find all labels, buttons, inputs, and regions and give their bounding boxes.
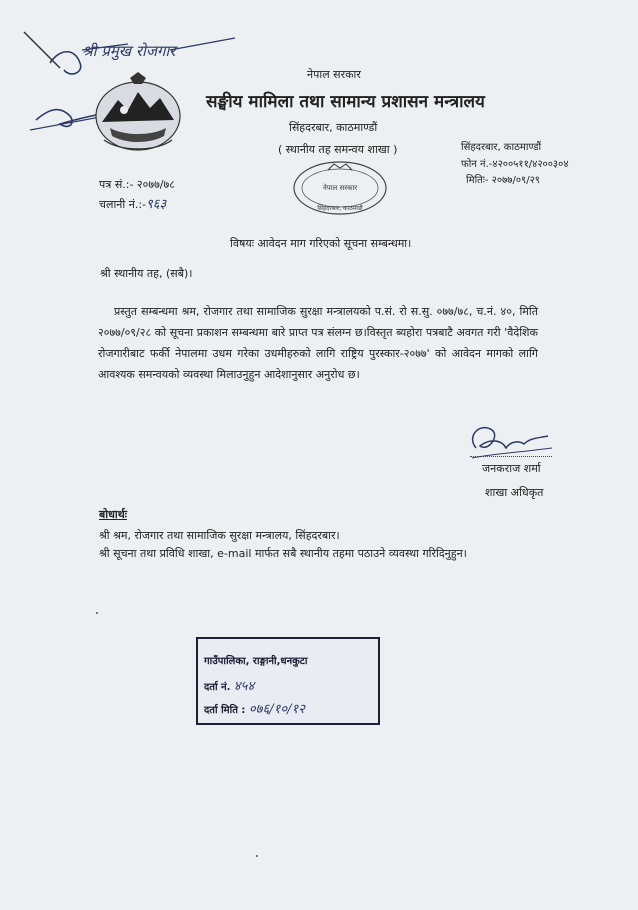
ministry-address: सिंहदरबार, काठमाण्डौं [289, 121, 378, 134]
round-stamp-line2: सिंहदरबार, काठमाडौं [317, 205, 363, 212]
branch-name: ( स्थानीय तह समन्वय शाखा ) [278, 143, 398, 156]
receipt-number-row [204, 676, 254, 694]
reference-number: पत्र सं.:- २०७७/७८ [99, 178, 175, 191]
letter-subject: विषयः आवेदन माग गरिएको सूचना सम्बन्धमा। [230, 237, 412, 250]
letter-body: प्रस्तुत सम्बन्धमा श्रम, रोजगार तथा सामाजिक सुरक्षा मन्त्रालयको प.सं. रो स.सु. ०७७/७८, च.नं. ४०, मिति २०७७/०९/२८ को सूचना प्रकाशन सम्बन्धमा बारे प्राप्त पत्र संलग्न छ।विस्तृत ब्यहोरा पत्रबाटै अवगत गरी 'वैदेशिक रोजगारीबाट फर्की नेपालमा उधम गरेका उधमीहरुको लागि राष्ट्रिय पुरस्कार-२०७७' को आवेदन मागको लागि आवश्यक समन्वयको व्यवस्था मिलाउनुहुन आदेशानुसार अनुरोध छ। [98, 305, 538, 381]
header-right-address: सिंहदरबार, काठमाण्डौं [461, 142, 542, 153]
letter-recipient: श्री स्थानीय तह, (सबै)। [100, 267, 193, 280]
dispatch-number-label: चलानी नं.:- [99, 198, 147, 211]
receipt-stamp-title: गाउँपालिका, राङ्गानी,धनकुटा [204, 656, 308, 667]
header-right-phone: फोन नं.-४२००५११/४२००३०४ [461, 159, 569, 170]
paper-speck [96, 612, 98, 614]
signature-mark [462, 418, 562, 468]
receipt-number-value: ४५४ [233, 679, 255, 694]
dispatch-number-value: ९६३ [146, 197, 167, 212]
letter-date: मितिः- २०७७/०९/२९ [466, 175, 541, 186]
signature-line [470, 456, 552, 457]
cc-heading: बोधार्थः [99, 508, 127, 521]
receipt-date-label: दर्ता मिति : [204, 705, 246, 716]
round-office-stamp [288, 156, 398, 220]
receipt-number-label: दर्ता नं. [204, 682, 231, 693]
receipt-date-value: ०७६/१०/१२ [248, 702, 306, 717]
handwritten-note-text: श्री प्रमुख रोजगार [82, 42, 176, 60]
cc-item: श्री सूचना तथा प्रविधि शाखा, e-mail मार्फत सबै स्थानीय तहमा पठाउने व्यवस्था गरिदिनुहुन। [99, 547, 467, 560]
signatory-title: शाखा अधिकृत [485, 486, 544, 499]
cc-item: श्री श्रम, रोजगार तथा सामाजिक सुरक्षा मन्त्रालय, सिंहदरबार। [99, 529, 340, 542]
receipt-stamp [196, 637, 380, 725]
dispatch-number [99, 198, 166, 212]
round-stamp-line1: नेपाल सरकार [322, 184, 358, 192]
signatory-name: जनकराज शर्मा [482, 462, 541, 475]
ministry-name: सङ्घीय मामिला तथा सामान्य प्रशासन मन्त्रालय [206, 92, 485, 112]
paper-speck [256, 855, 258, 857]
government-emblem-logo [90, 70, 186, 156]
receipt-date-row [204, 699, 305, 717]
government-name: नेपाल सरकार [307, 68, 361, 81]
